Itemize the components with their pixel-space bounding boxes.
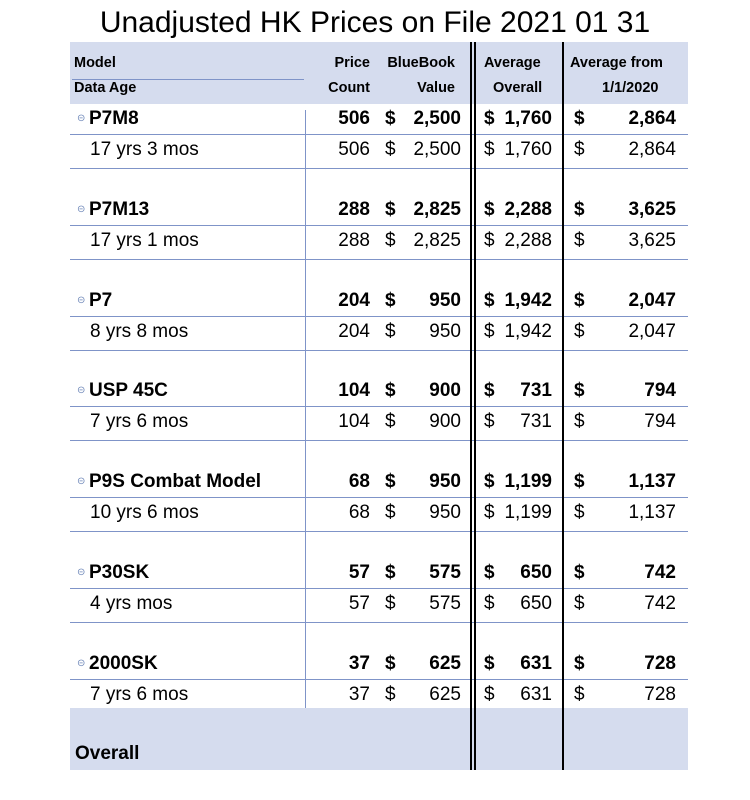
age-average-2020-currency: $ bbox=[574, 411, 585, 433]
model-average-2020-value: 728 bbox=[644, 652, 676, 674]
age-count: 57 bbox=[348, 593, 370, 614]
row-divider bbox=[70, 497, 688, 498]
header-model: Model bbox=[74, 55, 116, 71]
age-average-value: 1,760 bbox=[504, 139, 552, 160]
model-average-currency: $ bbox=[484, 562, 495, 583]
model-average-value: 731 bbox=[520, 380, 552, 402]
model-average-2020-value: 3,625 bbox=[628, 198, 676, 220]
age-average-currency: $ bbox=[484, 229, 495, 251]
model-count: 104 bbox=[338, 380, 370, 402]
model-bluebook-value: 900 bbox=[429, 380, 461, 402]
row-divider bbox=[70, 406, 688, 407]
header-bluebook: BlueBook bbox=[387, 55, 455, 71]
age-average-2020-currency: $ bbox=[574, 229, 585, 251]
age-average-value: 631 bbox=[520, 683, 552, 705]
row-divider bbox=[70, 259, 688, 260]
separator-average bbox=[562, 42, 564, 770]
age-average-2020-currency: $ bbox=[574, 502, 585, 524]
age-count: 506 bbox=[338, 139, 370, 160]
model-average-2020-currency: $ bbox=[574, 471, 585, 493]
model-average-2020-value: 794 bbox=[644, 380, 676, 402]
age-bluebook-value: 2,500 bbox=[413, 139, 461, 160]
model-average-value: 1,760 bbox=[504, 108, 552, 129]
model-average-value: 1,199 bbox=[504, 471, 552, 493]
row-divider bbox=[70, 350, 688, 351]
age-average-2020-value: 3,625 bbox=[628, 229, 676, 251]
model-average-currency: $ bbox=[484, 289, 495, 311]
age-average-2020-value: 742 bbox=[644, 593, 676, 614]
model-bluebook-value: 575 bbox=[429, 562, 461, 583]
age-count: 288 bbox=[338, 229, 370, 251]
age-bluebook-currency: $ bbox=[385, 411, 396, 433]
model-name: P9S Combat Model bbox=[89, 471, 262, 493]
row-divider bbox=[70, 134, 688, 135]
model-average-currency: $ bbox=[484, 652, 495, 674]
collapse-icon[interactable]: ⊝ bbox=[77, 113, 86, 124]
row-divider bbox=[70, 679, 688, 680]
header-count: Count bbox=[328, 80, 370, 96]
collapse-icon[interactable]: ⊝ bbox=[77, 657, 86, 669]
model-bluebook-currency: $ bbox=[385, 652, 396, 674]
age-average-2020-currency: $ bbox=[574, 139, 585, 160]
model-average-currency: $ bbox=[484, 471, 495, 493]
collapse-icon[interactable]: ⊝ bbox=[77, 294, 86, 306]
model-average-2020-currency: $ bbox=[574, 108, 585, 129]
header-date-from: 1/1/2020 bbox=[602, 80, 659, 96]
model-bluebook-currency: $ bbox=[385, 108, 396, 129]
age-bluebook-currency: $ bbox=[385, 593, 396, 614]
header-band bbox=[70, 42, 688, 104]
footer-band bbox=[70, 708, 688, 770]
model-bluebook-currency: $ bbox=[385, 198, 396, 220]
header-average: Average bbox=[484, 55, 541, 71]
model-average-2020-value: 742 bbox=[644, 562, 676, 583]
age-bluebook-currency: $ bbox=[385, 502, 396, 524]
model-average-2020-currency: $ bbox=[574, 652, 585, 674]
age-average-currency: $ bbox=[484, 139, 495, 160]
age-average-currency: $ bbox=[484, 411, 495, 433]
age-bluebook-currency: $ bbox=[385, 229, 396, 251]
data-age: 17 yrs 3 mos bbox=[90, 139, 199, 160]
age-bluebook-value: 625 bbox=[429, 683, 461, 705]
age-count: 68 bbox=[348, 502, 370, 524]
double-rule-left-header bbox=[470, 42, 472, 104]
header-overall: Overall bbox=[493, 80, 543, 96]
model-average-2020-currency: $ bbox=[574, 562, 585, 583]
age-average-2020-currency: $ bbox=[574, 683, 585, 705]
header-average-from: Average from bbox=[570, 55, 663, 71]
header-price: Price bbox=[334, 55, 370, 71]
age-average-2020-value: 2,864 bbox=[628, 139, 676, 160]
age-average-2020-currency: $ bbox=[574, 320, 585, 342]
age-bluebook-currency: $ bbox=[385, 320, 396, 342]
model-count: 506 bbox=[338, 108, 370, 129]
data-age: 4 yrs mos bbox=[90, 593, 173, 614]
overall-label: Overall bbox=[75, 743, 140, 764]
data-age: 7 yrs 6 mos bbox=[90, 411, 189, 433]
model-count: 37 bbox=[348, 652, 370, 674]
age-bluebook-currency: $ bbox=[385, 683, 396, 705]
model-count: 68 bbox=[348, 471, 370, 493]
model-count: 288 bbox=[338, 198, 370, 220]
double-rule-left bbox=[470, 104, 472, 770]
model-name: P7M13 bbox=[89, 198, 150, 220]
row-divider bbox=[70, 168, 688, 169]
model-average-currency: $ bbox=[484, 380, 495, 402]
data-age: 7 yrs 6 mos bbox=[90, 683, 189, 705]
data-age: 10 yrs 6 mos bbox=[90, 502, 199, 524]
age-count: 104 bbox=[338, 411, 370, 433]
age-average-value: 731 bbox=[520, 411, 552, 433]
model-bluebook-currency: $ bbox=[385, 562, 396, 583]
age-bluebook-currency: $ bbox=[385, 139, 396, 160]
model-average-2020-currency: $ bbox=[574, 198, 585, 220]
age-average-value: 2,288 bbox=[504, 229, 552, 251]
model-average-value: 631 bbox=[520, 652, 552, 674]
model-average-2020-value: 2,864 bbox=[628, 108, 676, 129]
model-average-value: 1,942 bbox=[504, 289, 552, 311]
model-average-2020-value: 2,047 bbox=[628, 289, 676, 311]
page-title: Unadjusted HK Prices on File 2021 01 31 bbox=[99, 6, 651, 39]
model-bluebook-currency: $ bbox=[385, 471, 396, 493]
model-bluebook-value: 2,500 bbox=[413, 108, 461, 129]
age-average-currency: $ bbox=[484, 683, 495, 705]
collapse-icon[interactable]: ⊝ bbox=[77, 385, 86, 397]
header-data-age: Data Age bbox=[74, 80, 137, 96]
model-bluebook-currency: $ bbox=[385, 289, 396, 311]
separator-model bbox=[305, 110, 306, 708]
age-average-2020-value: 794 bbox=[644, 411, 676, 433]
model-average-currency: $ bbox=[484, 198, 495, 220]
model-name: 2000SK bbox=[89, 652, 158, 674]
age-average-currency: $ bbox=[484, 320, 495, 342]
model-name: P7 bbox=[89, 289, 113, 311]
row-divider bbox=[70, 588, 688, 589]
row-divider bbox=[70, 316, 688, 317]
model-bluebook-value: 950 bbox=[429, 471, 461, 493]
age-average-value: 650 bbox=[520, 593, 552, 614]
data-age: 8 yrs 8 mos bbox=[90, 320, 189, 342]
model-name: P7M8 bbox=[89, 108, 139, 129]
double-rule-right bbox=[474, 104, 476, 770]
model-count: 204 bbox=[338, 289, 370, 311]
model-average-currency: $ bbox=[484, 108, 495, 129]
model-bluebook-value: 950 bbox=[429, 289, 461, 311]
age-count: 204 bbox=[338, 320, 370, 342]
double-rule-right-header bbox=[474, 42, 476, 104]
model-average-2020-currency: $ bbox=[574, 380, 585, 402]
age-bluebook-value: 2,825 bbox=[413, 229, 461, 251]
age-average-2020-value: 1,137 bbox=[628, 502, 676, 524]
collapse-icon[interactable]: ⊝ bbox=[77, 567, 86, 578]
model-average-2020-value: 1,137 bbox=[628, 471, 676, 493]
age-average-2020-value: 2,047 bbox=[628, 320, 676, 342]
model-name: P30SK bbox=[89, 562, 150, 583]
age-count: 37 bbox=[348, 683, 370, 705]
model-bluebook-value: 2,825 bbox=[413, 198, 461, 220]
data-age: 17 yrs 1 mos bbox=[90, 229, 199, 251]
age-bluebook-value: 950 bbox=[429, 320, 461, 342]
row-divider bbox=[70, 225, 688, 226]
model-average-value: 650 bbox=[520, 562, 552, 583]
age-average-currency: $ bbox=[484, 593, 495, 614]
row-divider bbox=[70, 531, 688, 532]
row-divider bbox=[70, 440, 688, 441]
age-average-2020-currency: $ bbox=[574, 593, 585, 614]
model-average-2020-currency: $ bbox=[574, 289, 585, 311]
model-bluebook-currency: $ bbox=[385, 380, 396, 402]
collapse-icon[interactable]: ⊝ bbox=[77, 476, 86, 488]
row-divider bbox=[70, 622, 688, 623]
header-value: Value bbox=[417, 80, 455, 96]
model-bluebook-value: 625 bbox=[429, 652, 461, 674]
age-bluebook-value: 950 bbox=[429, 502, 461, 524]
age-average-value: 1,942 bbox=[504, 320, 552, 342]
age-average-2020-value: 728 bbox=[644, 683, 676, 705]
collapse-icon[interactable]: ⊝ bbox=[77, 203, 86, 215]
model-count: 57 bbox=[348, 562, 370, 583]
age-average-currency: $ bbox=[484, 502, 495, 524]
model-average-value: 2,288 bbox=[504, 198, 552, 220]
age-bluebook-value: 575 bbox=[429, 593, 461, 614]
age-bluebook-value: 900 bbox=[429, 411, 461, 433]
model-name: USP 45C bbox=[89, 380, 168, 402]
age-average-value: 1,199 bbox=[504, 502, 552, 524]
